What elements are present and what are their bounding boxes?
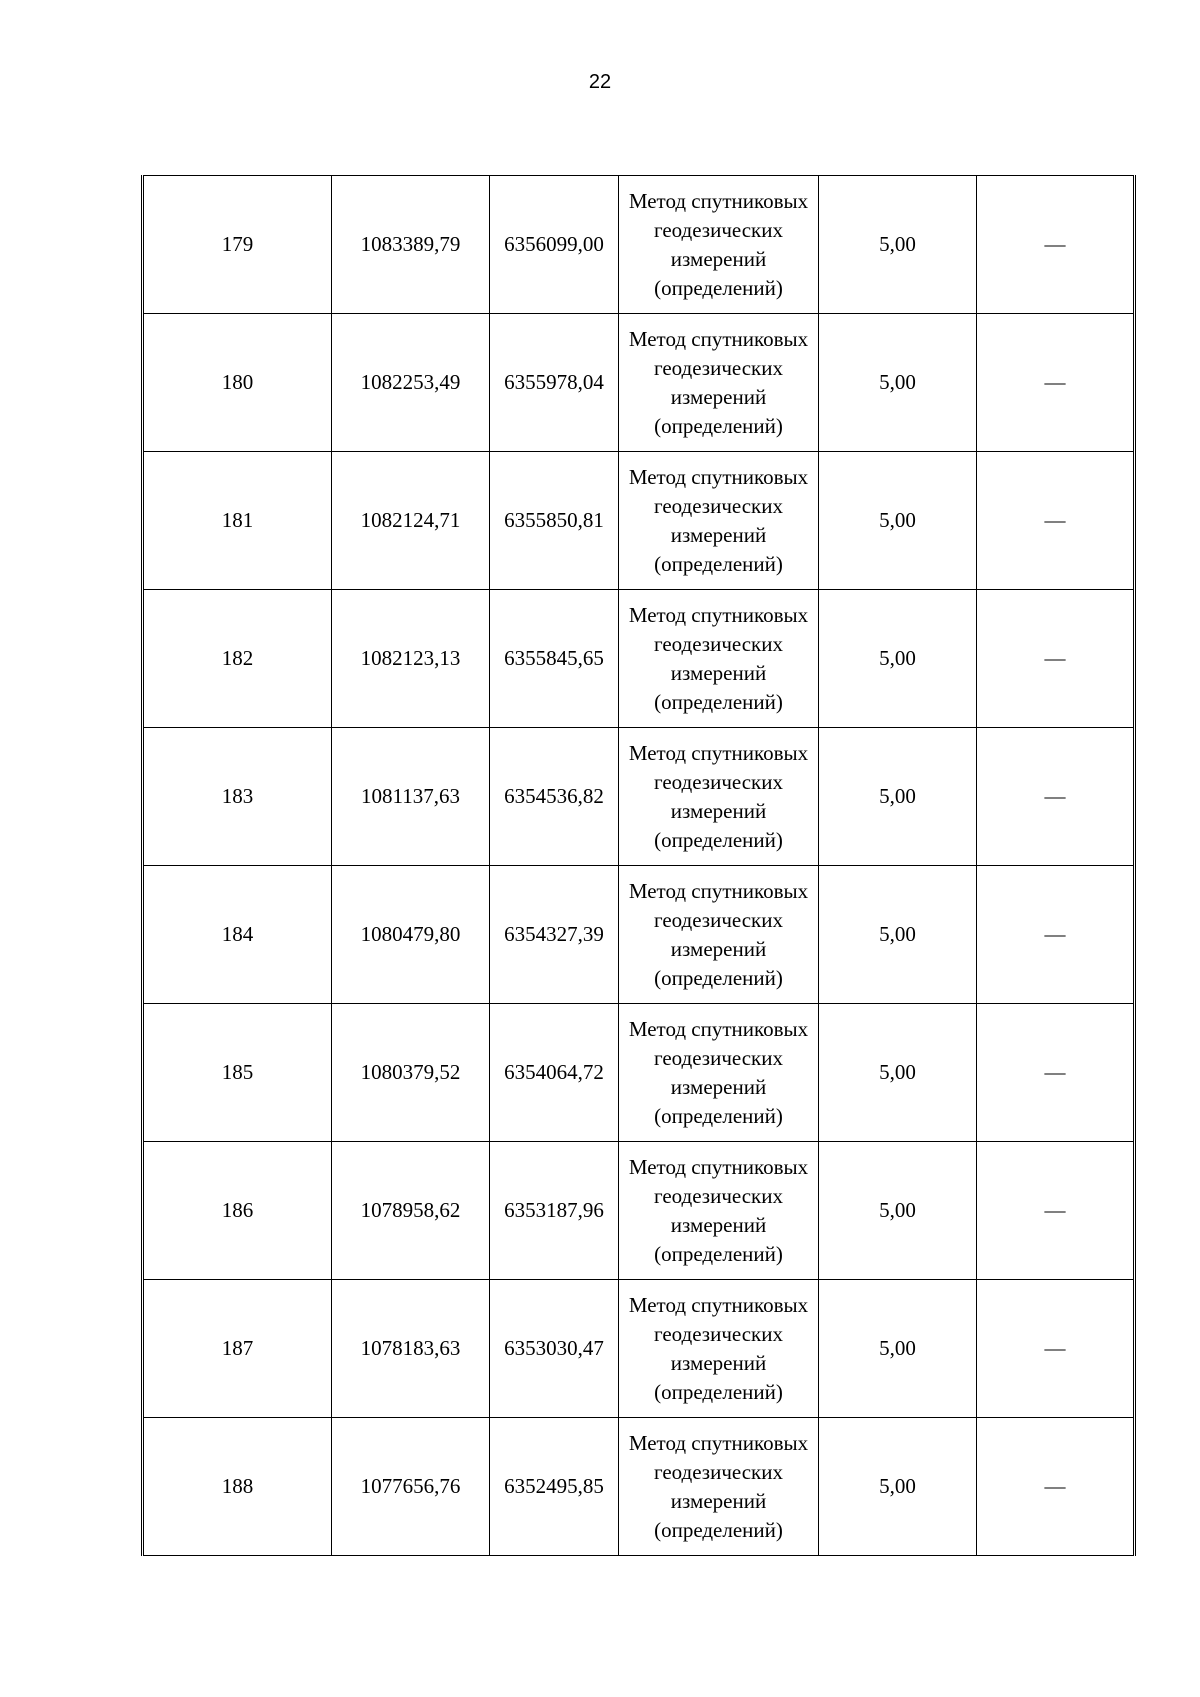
y-coordinate-cell: 6356099,00: [490, 176, 619, 314]
y-coordinate-cell: 6355850,81: [490, 452, 619, 590]
x-coordinate-cell: 1078183,63: [332, 1280, 490, 1418]
x-coordinate-cell: 1078958,62: [332, 1142, 490, 1280]
accuracy-cell: 5,00: [819, 1418, 977, 1556]
accuracy-cell: 5,00: [819, 728, 977, 866]
note-cell: —: [977, 176, 1135, 314]
x-coordinate-cell: 1083389,79: [332, 176, 490, 314]
point-number-cell: 188: [143, 1418, 332, 1556]
method-cell: Метод спутниковых геодезических измерений (определений): [619, 590, 819, 728]
y-coordinate-cell: 6352495,85: [490, 1418, 619, 1556]
table-row: [143, 590, 1135, 728]
method-cell: Метод спутниковых геодезических измерений (определений): [619, 1280, 819, 1418]
accuracy-cell: 5,00: [819, 590, 977, 728]
table-row: [143, 314, 1135, 452]
note-cell: —: [977, 1142, 1135, 1280]
table-row: [143, 1142, 1135, 1280]
x-coordinate-cell: 1082124,71: [332, 452, 490, 590]
method-cell: Метод спутниковых геодезических измерений (определений): [619, 176, 819, 314]
table-row: [143, 1280, 1135, 1418]
accuracy-cell: 5,00: [819, 1004, 977, 1142]
note-cell: —: [977, 1004, 1135, 1142]
accuracy-cell: 5,00: [819, 1280, 977, 1418]
point-number-cell: 179: [143, 176, 332, 314]
method-cell: Метод спутниковых геодезических измерений (определений): [619, 866, 819, 1004]
coordinates-table: [141, 175, 1136, 1556]
x-coordinate-cell: 1082123,13: [332, 590, 490, 728]
point-number-cell: 182: [143, 590, 332, 728]
method-cell: Метод спутниковых геодезических измерений (определений): [619, 1418, 819, 1556]
table-row: [143, 452, 1135, 590]
accuracy-cell: 5,00: [819, 452, 977, 590]
coordinates-table-container: [141, 175, 1136, 1556]
page-number: 22: [588, 71, 612, 93]
accuracy-cell: 5,00: [819, 176, 977, 314]
point-number-cell: 183: [143, 728, 332, 866]
method-cell: Метод спутниковых геодезических измерений (определений): [619, 452, 819, 590]
note-cell: —: [977, 452, 1135, 590]
y-coordinate-cell: 6355978,04: [490, 314, 619, 452]
table-row: [143, 1418, 1135, 1556]
note-cell: —: [977, 866, 1135, 1004]
x-coordinate-cell: 1080379,52: [332, 1004, 490, 1142]
table-row: [143, 176, 1135, 314]
point-number-cell: 181: [143, 452, 332, 590]
y-coordinate-cell: 6354327,39: [490, 866, 619, 1004]
table-row: [143, 728, 1135, 866]
method-cell: Метод спутниковых геодезических измерений (определений): [619, 314, 819, 452]
y-coordinate-cell: 6355845,65: [490, 590, 619, 728]
accuracy-cell: 5,00: [819, 866, 977, 1004]
note-cell: —: [977, 590, 1135, 728]
point-number-cell: 187: [143, 1280, 332, 1418]
y-coordinate-cell: 6354536,82: [490, 728, 619, 866]
note-cell: —: [977, 1418, 1135, 1556]
y-coordinate-cell: 6354064,72: [490, 1004, 619, 1142]
note-cell: —: [977, 1280, 1135, 1418]
table-row: [143, 1004, 1135, 1142]
method-cell: Метод спутниковых геодезических измерений (определений): [619, 1142, 819, 1280]
point-number-cell: 184: [143, 866, 332, 1004]
method-cell: Метод спутниковых геодезических измерений (определений): [619, 1004, 819, 1142]
note-cell: —: [977, 314, 1135, 452]
point-number-cell: 185: [143, 1004, 332, 1142]
y-coordinate-cell: 6353187,96: [490, 1142, 619, 1280]
note-cell: —: [977, 728, 1135, 866]
y-coordinate-cell: 6353030,47: [490, 1280, 619, 1418]
table-row: [143, 866, 1135, 1004]
method-cell: Метод спутниковых геодезических измерений (определений): [619, 728, 819, 866]
accuracy-cell: 5,00: [819, 314, 977, 452]
x-coordinate-cell: 1082253,49: [332, 314, 490, 452]
x-coordinate-cell: 1077656,76: [332, 1418, 490, 1556]
point-number-cell: 180: [143, 314, 332, 452]
x-coordinate-cell: 1081137,63: [332, 728, 490, 866]
point-number-cell: 186: [143, 1142, 332, 1280]
accuracy-cell: 5,00: [819, 1142, 977, 1280]
x-coordinate-cell: 1080479,80: [332, 866, 490, 1004]
